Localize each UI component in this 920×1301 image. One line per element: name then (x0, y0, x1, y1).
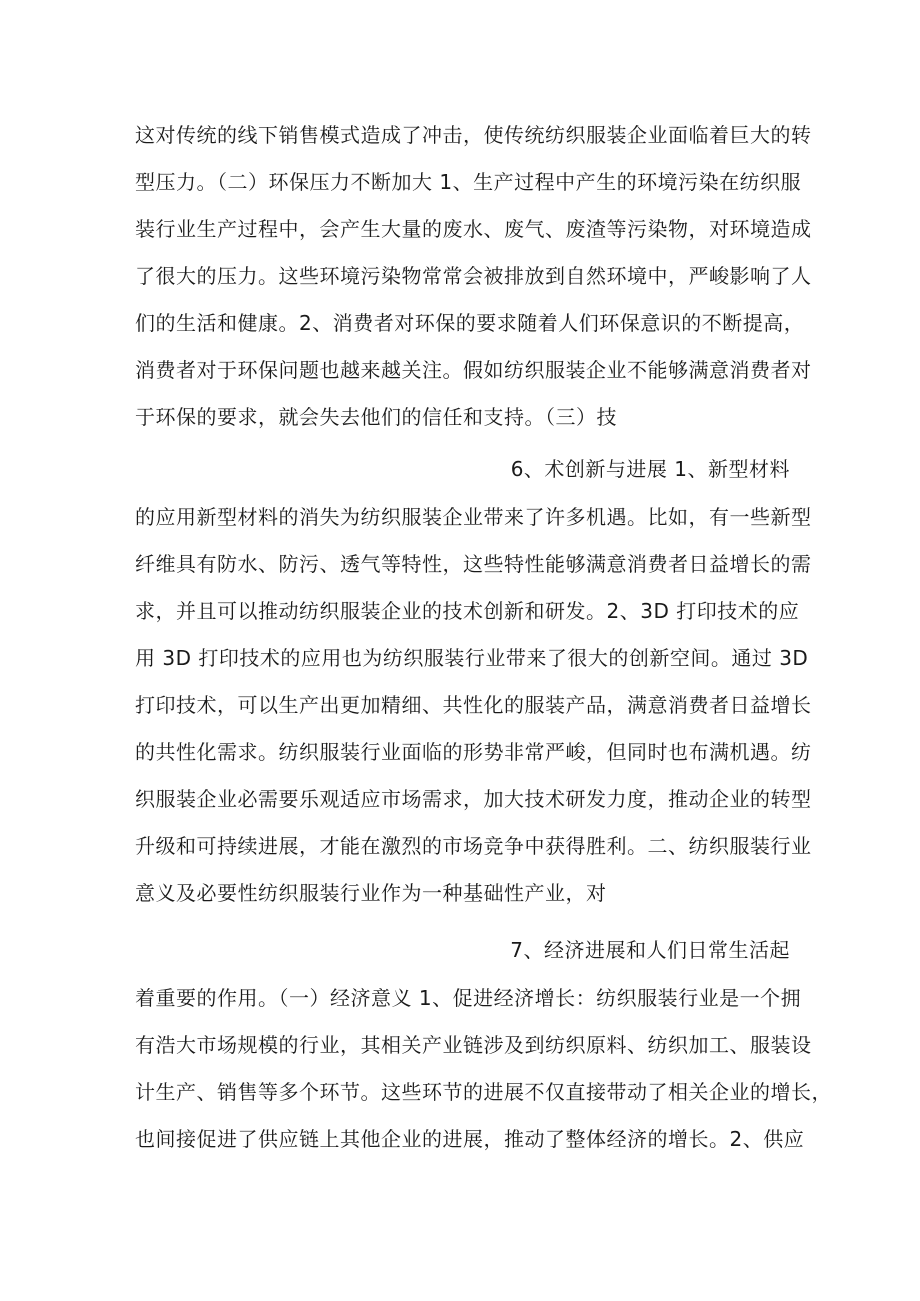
text-line: 们的生活和健康。2、消费者对环保的要求随着人们环保意识的不断提高， (135, 311, 805, 335)
text-line: 升级和可持续进展，才能在激烈的市场竞争中获得胜利。二、纺织服装行业 (135, 834, 812, 858)
text-line: 的共性化需求。纺织服装行业面临的形势非常严峻，但同时也布满机遇。纺 (135, 740, 812, 764)
text-line: 着重要的作用。（一）经济意义 1、促进经济增长：纺织服装行业是一个拥 (135, 986, 802, 1010)
text-line: 纤维具有防水、防污、透气等特性，这些特性能够满意消费者日益增长的需 (135, 552, 812, 576)
text-line: 打印技术，可以生产出更加精细、共性化的服装产品，满意消费者日益增长 (135, 693, 812, 717)
text-line: 用 3D 打印技术的应用也为纺织服装行业带来了很大的创新空间。通过 3D (135, 646, 809, 670)
text-line: 的应用新型材料的消失为纺织服装企业带来了许多机遇。比如，有一些新型 (135, 505, 812, 529)
text-line: 意义及必要性纺织服装行业作为一种基础性产业，对 (135, 881, 607, 905)
text-line: 装行业生产过程中，会产生大量的废水、废气、废渣等污染物，对环境造成 (135, 217, 812, 241)
text-line: 有浩大市场规模的行业，其相关产业链涉及到纺织原料、纺织加工、服装设 (135, 1033, 812, 1057)
text-line: 型压力。（二）环保压力不断加大 1、生产过程中产生的环境污染在纺织服 (135, 170, 802, 194)
text-line: 这对传统的线下销售模式造成了冲击，使传统纺织服装企业面临着巨大的转 (135, 123, 812, 147)
text-line: 织服装企业必需要乐观适应市场需求，加大技术研发力度，推动企业的转型 (135, 787, 812, 811)
text-line: 了很大的压力。这些环境污染物常常会被排放到自然环境中，严峻影响了人 (135, 264, 812, 288)
text-line: 也间接促进了供应链上其他企业的进展，推动了整体经济的增长。2、供应 (135, 1127, 805, 1151)
text-line: 计生产、销售等多个环节。这些环节的进展不仅直接带动了相关企业的增长， (135, 1080, 832, 1104)
text-line: 于环保的要求，就会失去他们的信任和支持。（三）技 (135, 405, 617, 429)
text-line-section-6: 6、术创新与进展 1、新型材料 (510, 457, 790, 481)
text-line-section-7: 7、经济进展和人们日常生活起 (510, 938, 790, 962)
text-line: 消费者对于环保问题也越来越关注。假如纺织服装企业不能够满意消费者对 (135, 358, 812, 382)
text-line: 求，并且可以推动纺织服装企业的技术创新和研发。2、3D 打印技术的应 (135, 599, 800, 623)
